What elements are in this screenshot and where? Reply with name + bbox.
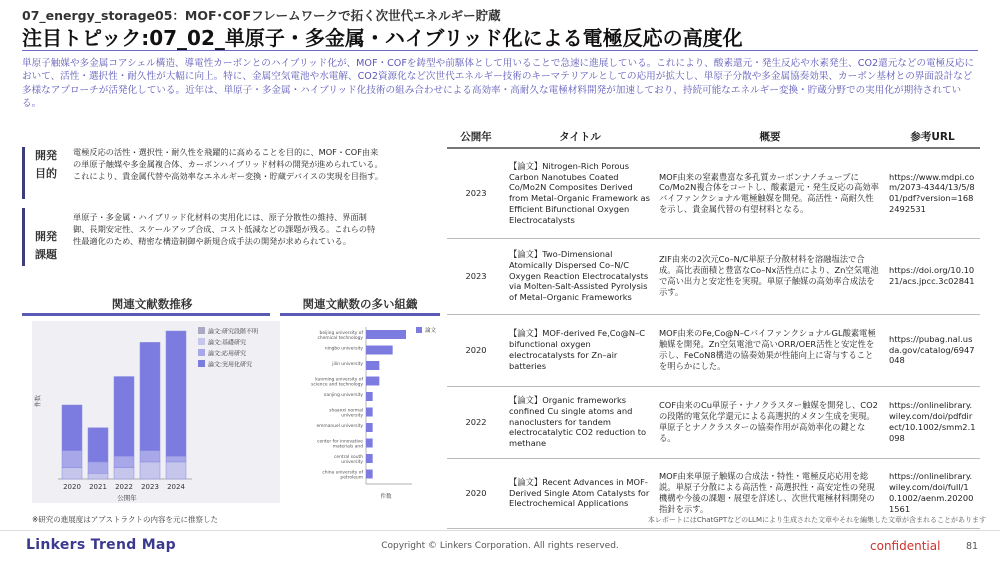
bar bbox=[366, 454, 373, 463]
row-year: 2023 bbox=[447, 148, 505, 238]
legend-swatch bbox=[198, 360, 205, 367]
report-subtitle: 07_energy_storage05：MOF･COFフレームワークで拓く次世代エネルギー貯蔵 bbox=[22, 8, 501, 23]
row-year: 2022 bbox=[447, 386, 505, 458]
row-year: 2020 bbox=[447, 314, 505, 386]
x-tick-label: 2023 bbox=[141, 483, 159, 491]
issue-box bbox=[22, 208, 442, 266]
x-tick-label: 2024 bbox=[167, 483, 185, 491]
page-title: 注目トピック:07_02_単原子・多金属・ハイブリッド化による電極反応の高度化 bbox=[22, 26, 743, 50]
bar bbox=[366, 330, 406, 339]
trend-section-title: 関連文献数推移 bbox=[111, 297, 193, 311]
y-tick-label: shaanxi normal university bbox=[329, 408, 363, 419]
row-title: 【論文】MOF-derived Fe,Co@N–C bifunctional oxygen electrocatalysts for Zn–air batteries bbox=[505, 314, 655, 386]
legend-swatch bbox=[198, 349, 205, 356]
x-tick-label: 2022 bbox=[115, 483, 133, 491]
footer-divider bbox=[0, 530, 1000, 531]
topic-summary: 単原子触媒や多金属コアシェル構造、導電性カーボンとのハイブリッド化が、MOF・COFを鋳型や前駆体として用いることで急速に進展している。これにより、酸素還元・発生反応や水素発生、CO2還元などの電極反応において、活性・選択性・耐久性が大幅に向上。特に、金属空気電池や水電解、CO2資源化など次世代エネルギー技術のキーマテリアルとしての応用が拡大し、単原子分散や多金属協奏効果、カーボン基材との界面設計など多様なアプローチが活発化している。近年は、単原子・多金属・ハイブリッド化技術の組み合わせによる高効率・高耐久な電極材料開発が加速しており、持続可能なエネルギー変換・貯蔵分野での実用化が期待されている。 bbox=[22, 58, 975, 110]
y-tick-label: central south university bbox=[334, 455, 363, 465]
row-title: 【論文】Organic frameworks confined Cu single atoms and nanoclusters for tandem electrocatalytic CO2 reduction to methane bbox=[505, 386, 655, 458]
row-year: 2023 bbox=[447, 238, 505, 314]
trend-section-rule bbox=[22, 313, 270, 316]
row-overview: MOF由来単原子触媒の合成法・特性・電極反応応用を総説。単原子分散による高活性・高選択性・高安定性の発現機構や今後の課題・展望を詳述し、次世代電極材料開発の指針を示す。 bbox=[655, 458, 885, 528]
row-overview: COF由来のCu単原子・ナノクラスター触媒を開発し、CO2の段階的電気化学還元による高選択的メタン生成を実現。単原子とナノクラスターの協奏作用が高効率化の鍵となる。 bbox=[655, 386, 885, 458]
reference-table bbox=[447, 126, 980, 529]
bar bbox=[366, 346, 393, 355]
y-tick-label: center for innovative materials and bbox=[317, 439, 363, 450]
trend-chart bbox=[32, 321, 282, 503]
y-tick-label: kunming university of science and technology bbox=[311, 377, 363, 388]
table-row bbox=[447, 314, 980, 386]
bar-segment bbox=[140, 451, 160, 462]
col-title-header: タイトル bbox=[505, 126, 655, 148]
x-axis-label: 公開年 bbox=[117, 494, 137, 502]
table-row bbox=[447, 238, 980, 314]
confidential-label: confidential bbox=[870, 539, 941, 553]
row-url-link[interactable]: https://onlinelibrary.wiley.com/doi/full/10.1002/aenm.202001561 bbox=[885, 458, 980, 528]
row-title: 【論文】Two-Dimensional Atomically Dispersed Co–N/C Oxygen Reaction Electrocatalysts via Molten-Salt-Assisted Pyrolysis of Metal–Organic Frameworks bbox=[505, 238, 655, 314]
bar-segment bbox=[114, 377, 134, 457]
org-section-title: 関連文献数の多い組織 bbox=[302, 297, 418, 311]
bar-segment bbox=[88, 473, 108, 479]
bar-segment bbox=[62, 405, 82, 451]
copyright-text: Copyright © Linkers Corporation. All rights reserved. bbox=[381, 541, 619, 551]
row-url-link[interactable]: https://www.mdpi.com/2073-4344/13/5/801/pdf?version=1682492531 bbox=[885, 148, 980, 238]
bar-segment bbox=[114, 456, 134, 467]
legend-swatch bbox=[198, 327, 205, 334]
bar-segment bbox=[166, 331, 186, 456]
table-row bbox=[447, 148, 980, 238]
y-tick-label: ningbo university bbox=[324, 346, 363, 352]
row-overview: ZIF由来の2次元Co–N/C単原子分散材料を溶融塩法で合成。高比表面積と豊富なCo–Nx活性点により、Zn空気電池で高い出力と安定性を実現。単原子触媒の高効率合成法を示す。 bbox=[655, 238, 885, 314]
legend-label: 論文:基礎研究 bbox=[208, 339, 247, 347]
bar bbox=[366, 377, 379, 386]
bar-segment bbox=[166, 462, 186, 479]
bar bbox=[366, 361, 379, 370]
bar bbox=[366, 470, 373, 479]
bar-segment bbox=[88, 428, 108, 462]
bar bbox=[366, 439, 373, 448]
bar-segment bbox=[62, 468, 82, 479]
x-tick-label: 2021 bbox=[89, 483, 107, 491]
row-url-link[interactable]: https://onlinelibrary.wiley.com/doi/pdfdirect/10.1002/smm2.1098 bbox=[885, 386, 980, 458]
legend-label: 論文:応用研究 bbox=[208, 350, 247, 358]
bar-segment bbox=[166, 456, 186, 462]
legend-swatch bbox=[198, 338, 205, 345]
row-title: 【論文】Recent Advances in MOF-Derived Single Atom Catalysts for Electrochemical Applications bbox=[505, 458, 655, 528]
legend-label: 論文:実用化研究 bbox=[208, 361, 253, 369]
trend-chart-panel bbox=[32, 321, 282, 503]
bar-segment bbox=[140, 462, 160, 479]
bar-segment bbox=[88, 462, 108, 473]
y-tick-label: china university of petroleum bbox=[322, 470, 363, 481]
y-tick-label: jilin university bbox=[332, 362, 363, 367]
brand-logo: Linkers Trend Map bbox=[26, 537, 177, 553]
bar bbox=[366, 423, 373, 432]
row-overview: MOF由来の窒素豊富な多孔質カーボンナノチューブにCo/Mo2N複合体をコートし、酸素還元・発生反応の高効率バイファンクショナル電極触媒を開発。高活性・高耐久性を示し、貴金属代替の有望材料となる。 bbox=[655, 148, 885, 238]
col-url-header: 参考URL bbox=[885, 126, 980, 148]
issue-text: 単原子・多金属・ハイブリッド化材料の実用化には、原子分散性の維持、界面制御、長期安定性、スケールアップ合成、コスト低減などの課題が残る。これらの特性最適化のため、精密な構造制御や新規合成手法の開発が求められている。 bbox=[73, 212, 376, 246]
org-section-rule bbox=[280, 313, 440, 316]
bar-segment bbox=[140, 342, 160, 450]
y-axis-label: 件数 bbox=[35, 394, 42, 408]
row-url-link[interactable]: https://doi.org/10.1021/acs.jpcc.3c02841 bbox=[885, 238, 980, 314]
bar-segment bbox=[62, 451, 82, 468]
title-divider bbox=[22, 50, 978, 51]
org-chart bbox=[280, 321, 437, 505]
legend-label: 論文:研究段階不明 bbox=[208, 328, 259, 336]
y-tick-label: beijing university of chemical technology bbox=[317, 331, 363, 341]
footnote: ※研究の進展度はアブストラクトの内容を元に推察した bbox=[32, 515, 218, 524]
row-title: 【論文】Nitrogen-Rich Porous Carbon Nanotubes Coated Co/Mo2N Composites Derived from Metal-Organic Framework as Efficient Bifunctional Oxygen Electrocatalysts bbox=[505, 148, 655, 238]
purpose-label: 開発 目的 bbox=[35, 149, 57, 180]
table-header-row bbox=[447, 126, 980, 148]
col-year-header: 公開年 bbox=[447, 126, 505, 148]
legend-label: 論文 bbox=[425, 328, 437, 334]
bar bbox=[366, 392, 373, 401]
row-url-link[interactable]: https://pubag.nal.usda.gov/catalog/6947048 bbox=[885, 314, 980, 386]
purpose-box bbox=[22, 147, 442, 199]
x-axis-label: 件数 bbox=[380, 494, 392, 500]
table-row bbox=[447, 386, 980, 458]
bar bbox=[366, 408, 373, 417]
llm-disclaimer: 本レポートにはChatGPTなどのLLMにより生成された文章やそれを編集した文章が含まれることがあります bbox=[647, 516, 986, 524]
y-tick-label: nanjing university bbox=[323, 393, 363, 398]
y-tick-label: emmanuel university bbox=[316, 424, 363, 429]
x-tick-label: 2020 bbox=[63, 483, 81, 491]
issue-label: 開発 課題 bbox=[35, 230, 57, 261]
page-number: 81 bbox=[966, 541, 979, 552]
row-overview: MOF由来のFe,Co@N–CバイファンクショナルGL酸素電極触媒を開発。Zn空気電池で高いORR/OER活性と安定性を示し、FeCoN8構造の協奏効果が性能向上に寄与することを明らかにした。 bbox=[655, 314, 885, 386]
row-year: 2020 bbox=[447, 458, 505, 528]
col-overview-header: 概要 bbox=[655, 126, 885, 148]
bar-segment bbox=[114, 468, 134, 479]
org-chart-panel bbox=[280, 321, 437, 505]
legend-swatch bbox=[416, 327, 422, 333]
purpose-text: 電極反応の活性・選択性・耐久性を飛躍的に高めることを目的に、MOF・COF由来の単原子触媒や多金属複合体、カーボンハイブリッド材料の開発が進められている。これにより、貴金属代替や高効率なエネルギー変換・貯蔵デバイスの実現を目指す。 bbox=[73, 147, 383, 181]
